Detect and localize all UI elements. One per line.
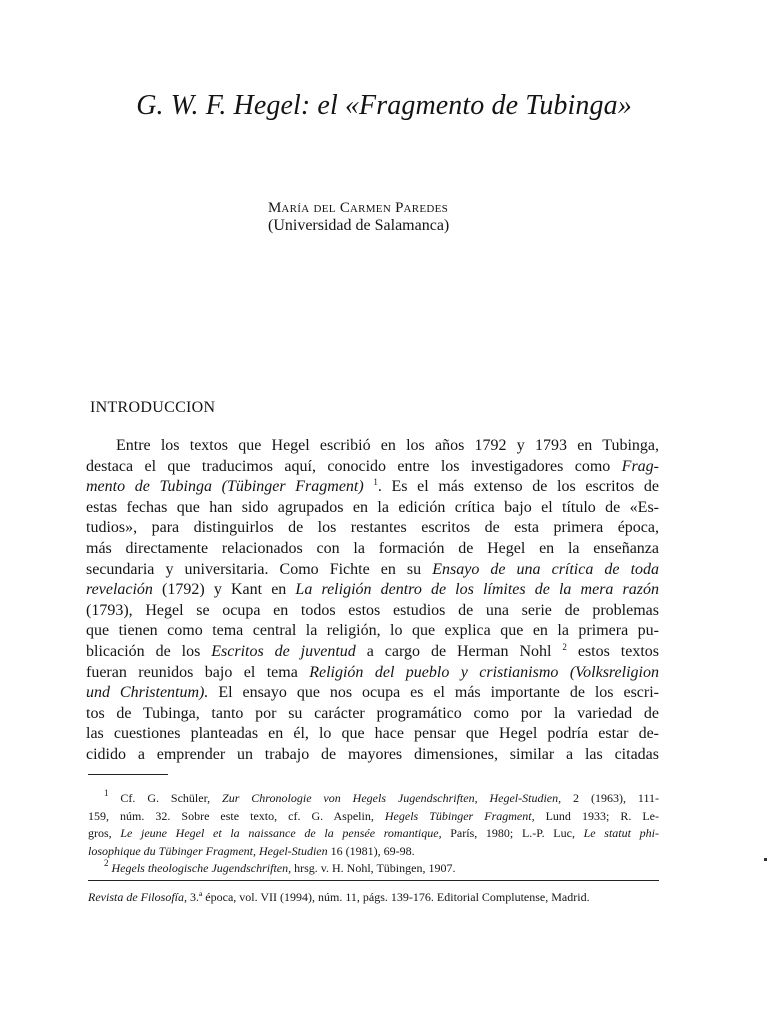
footnote-ref: 1 bbox=[373, 477, 378, 488]
author-affiliation: (Universidad de Salamanca) bbox=[268, 217, 450, 234]
author-name bbox=[268, 198, 448, 218]
body-text bbox=[86, 436, 659, 766]
text-line: tos de Tubinga, tanto por su carácter programático como por la variedad de bbox=[86, 704, 659, 722]
scan-mark bbox=[764, 858, 767, 861]
text-line: und Christentum). El ensayo que nos ocupa es el más importante de los escri- bbox=[86, 684, 659, 702]
footnote-1-line: gros, Le jeune Hegel et la naissance de la pensée romantique, París, 1980; L.-P. Luc, Le statut phi- bbox=[88, 826, 659, 840]
author-part: armen bbox=[349, 200, 396, 216]
text-line: secundaria y universitaria. Como Fichte en su Ensayo de una crítica de toda bbox=[86, 560, 660, 578]
author-initial: C bbox=[339, 200, 350, 216]
text-line: tudios», para distinguirlos de los restantes escritos de esta primera época, bbox=[86, 519, 659, 537]
author-part: aría del bbox=[281, 200, 340, 216]
footnote-ref: 2 bbox=[562, 641, 567, 652]
author-initial: M bbox=[268, 200, 282, 216]
footnote-2: $^2$ Hegels theologische Jugendschriften, hrsg. v. H. Nohl, Tübingen, 1907. bbox=[104, 858, 456, 875]
text-line: mento de Tubinga (Tübinger Fragment) $^1$. Es el más extenso de los escritos de bbox=[86, 477, 660, 496]
footnote-1-line: 159, núm. 32. Sobre este texto, cf. G. Aspelin, Hegels Tübinger Fragment, Lund 1933; R. Le- bbox=[88, 808, 659, 823]
footnote-1-line: losophique du Tübinger Fragment, Hegel-Studien 16 (1981), 69-98. bbox=[88, 843, 415, 858]
text-line: (1793), Hegel se ocupa en todos estos estudios de una serie de problemas bbox=[86, 601, 659, 619]
text-line: que tienen como tema central la religión, lo que explica que en la primera pu- bbox=[86, 622, 659, 640]
text-line: destaca el que traducimos aquí, conocido entre los investigadores como Frag- bbox=[86, 457, 659, 475]
text-line: revelación (1792) y Kant en La religión dentro de los límites de la mera razón bbox=[86, 581, 660, 599]
text-line: cidido a emprender un trabajo de mayores dimensiones, similar a las citadas bbox=[86, 745, 659, 763]
text-line: Entre los textos que Hegel escribió en los años 1792 y 1793 en Tubinga, bbox=[116, 437, 659, 454]
section-heading: INTRODUCCION bbox=[90, 399, 216, 416]
author-part: aredes bbox=[403, 200, 449, 216]
citation-divider bbox=[88, 880, 659, 881]
footnote-1: $^1$ Cf. G. Schüler, Zur Chronologie von Hegels Jugendschriften, Hegel-Studien, 2 (1963), 111- bbox=[104, 788, 659, 805]
footnote-divider bbox=[88, 774, 168, 775]
journal-citation: Revista de Filosofía, 3.ª época, vol. VII (1994), núm. 11, págs. 139-176. Editorial Complutense, Madrid. bbox=[88, 890, 590, 904]
text-line: fueran reunidos bajo el tema Religión del pueblo y cristianismo (Volksreligion bbox=[86, 663, 659, 681]
text-line: más directamente relacionados con la formación de Hegel en la enseñanza bbox=[86, 539, 659, 557]
text-line: estas fechas que han sido agrupados en la edición crítica bajo el título de «Es- bbox=[86, 498, 659, 516]
text-line: las cuestiones planteadas en él, lo que hace pensar que Hegel podría estar de- bbox=[86, 725, 659, 743]
author-initial: P bbox=[395, 200, 404, 216]
text-line: blicación de los Escritos de juventud a cargo de Herman Nohl $^2$ estos textos bbox=[86, 641, 660, 660]
footnotes bbox=[88, 790, 659, 878]
article-title: G. W. F. Hegel: el «Fragmento de Tubinga» bbox=[136, 90, 632, 121]
